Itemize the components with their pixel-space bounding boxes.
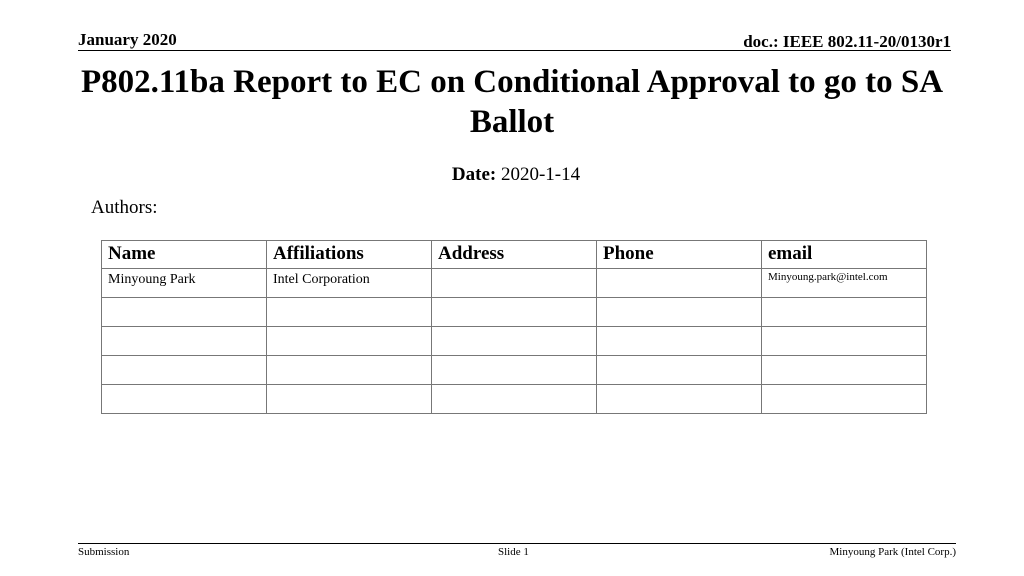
date-line xyxy=(0,164,1024,186)
header-doc-id: doc.: IEEE 802.11-20/0130r1 xyxy=(743,32,951,51)
author-affiliation-cell xyxy=(267,298,432,327)
column-header-email: email xyxy=(762,241,927,269)
author-name-cell xyxy=(102,327,267,356)
author-email-cell xyxy=(762,385,927,414)
author-phone-cell xyxy=(597,269,762,298)
author-address-cell xyxy=(432,385,597,414)
author-affiliation-cell xyxy=(267,356,432,385)
footer-submission: Submission xyxy=(78,546,130,558)
authors-label: Authors: xyxy=(91,197,158,218)
author-address-cell xyxy=(432,298,597,327)
table-row xyxy=(102,385,927,414)
author-phone-cell xyxy=(597,385,762,414)
table-row xyxy=(102,327,927,356)
column-header-affiliations: Affiliations xyxy=(267,241,432,269)
author-address-cell xyxy=(432,269,597,298)
author-email-cell xyxy=(762,298,927,327)
author-email-cell xyxy=(762,356,927,385)
author-name-cell xyxy=(102,356,267,385)
author-affiliation-cell xyxy=(267,385,432,414)
author-phone-cell xyxy=(597,298,762,327)
header-rule xyxy=(78,50,951,51)
author-email-cell: Minyoung.park@intel.com xyxy=(762,269,927,298)
table-row xyxy=(102,298,927,327)
author-name-cell xyxy=(102,385,267,414)
author-email-cell xyxy=(762,327,927,356)
table-row xyxy=(102,269,927,298)
footer-author: Minyoung Park (Intel Corp.) xyxy=(829,546,956,558)
author-address-cell xyxy=(432,356,597,385)
authors-table xyxy=(101,240,927,414)
footer-slide-number: Slide 1 xyxy=(498,546,529,558)
column-header-address: Address xyxy=(432,241,597,269)
table-header-row xyxy=(102,241,927,269)
author-phone-cell xyxy=(597,327,762,356)
date-label: Date: xyxy=(451,164,497,185)
author-name-cell: Minyoung Park xyxy=(102,269,267,298)
column-header-name: Name xyxy=(102,241,267,269)
slide-title: P802.11ba Report to EC on Conditional Approval to go to SA Ballot xyxy=(80,64,944,140)
author-affiliation-cell xyxy=(267,327,432,356)
author-affiliation-cell: Intel Corporation xyxy=(267,269,432,298)
author-address-cell xyxy=(432,327,597,356)
footer-rule xyxy=(78,543,956,544)
header-date: January 2020 xyxy=(78,30,177,49)
author-phone-cell xyxy=(597,356,762,385)
date-value: 2020-1-14 xyxy=(500,164,581,185)
column-header-phone: Phone xyxy=(597,241,762,269)
author-name-cell xyxy=(102,298,267,327)
table-row xyxy=(102,356,927,385)
